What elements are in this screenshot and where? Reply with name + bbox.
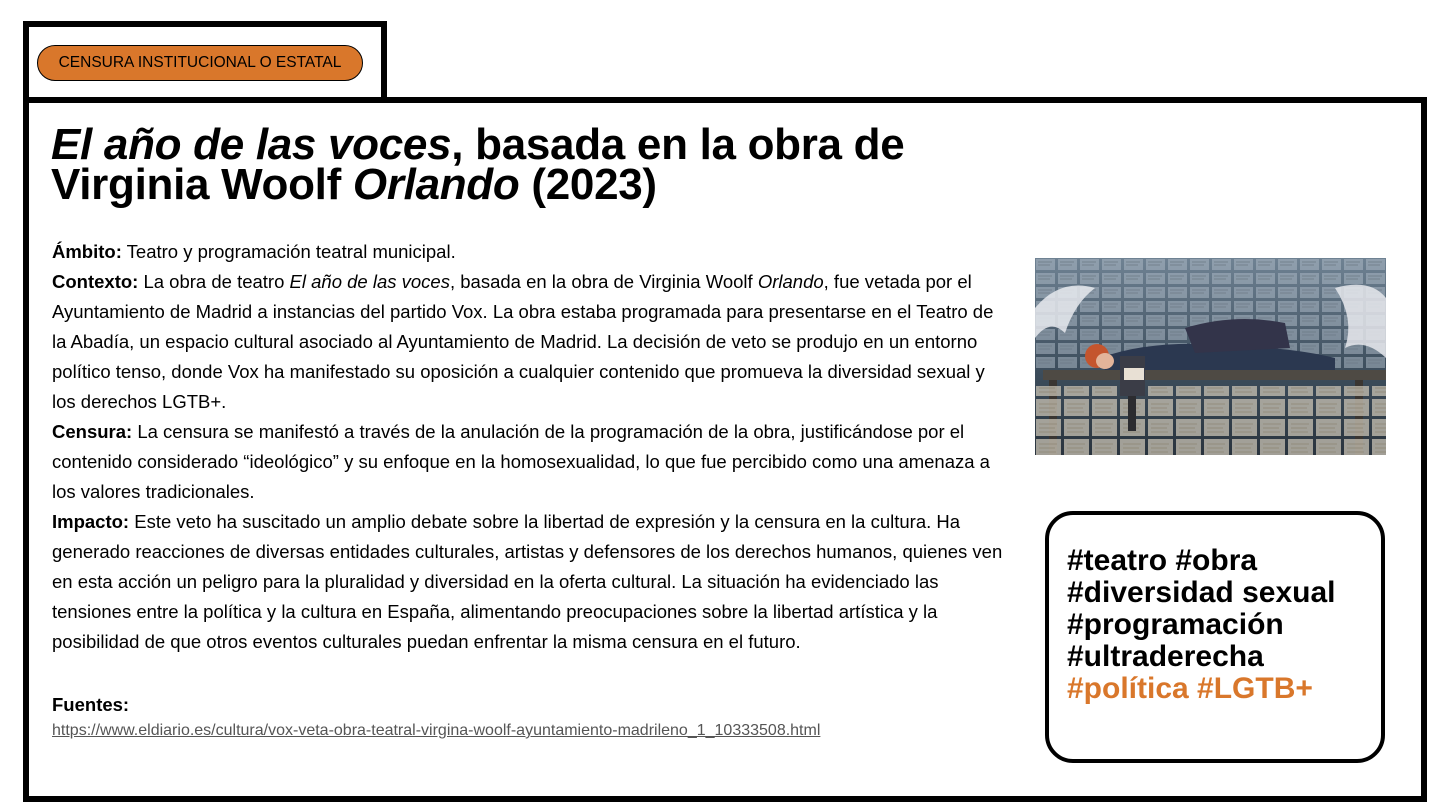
- category-label: CENSURA INSTITUCIONAL O ESTATAL: [58, 54, 342, 71]
- ambito-paragraph: [52, 237, 1012, 267]
- category-badge: [37, 45, 363, 81]
- censura-paragraph: [52, 417, 1012, 507]
- title-year: (2023): [519, 160, 657, 209]
- censura-text: La censura se manifestó a través de la anulación de la programación de la obra, justificándose por el contenido considerado “ideológico” y su enfoque en la homosexualidad, lo que fue percibido como una amenaza a los valores tradicionales.: [52, 421, 990, 502]
- contexto-text-3: , fue vetada por el Ayuntamiento de Madrid a instancias del partido Vox. La obra estaba programada para presentarse en el Teatro de la Abadía, un espacio cultural asociado al Ayuntamiento de Madrid. La decisión de veto se produjo en un entorno político tenso, donde Vox ha manifestado su oposición a cualquier contenido que promueva la diversidad sexual y los derechos LGTB+.: [52, 271, 994, 412]
- tags-box: [1045, 511, 1385, 763]
- impacto-paragraph: [52, 507, 1012, 657]
- theatre-scene-photo: [1035, 258, 1386, 455]
- contexto-work: El año de las voces: [289, 271, 450, 292]
- tag-line: #programación: [1067, 608, 1284, 641]
- contexto-text-2: , basada en la obra de Virginia Woolf: [449, 271, 758, 292]
- title-middle: , basada en la obra de Virginia Woolf: [51, 120, 905, 209]
- contexto-work-2: Orlando: [757, 271, 824, 292]
- tag-line: #ultraderecha: [1067, 640, 1264, 673]
- contexto-paragraph: [52, 267, 1012, 417]
- impacto-label: Impacto:: [52, 511, 130, 532]
- tag-line-accent: #política #LGTB+: [1067, 672, 1313, 705]
- page-title: [51, 120, 1011, 209]
- impacto-text: Este veto ha suscitado un amplio debate sobre la libertad de expresión y la censura en la cultura. Ha generado reacciones de diversas entidades culturales, artistas y defensores de los derechos humanos, quienes ven en esta acción un peligro para la pluralidad y diversidad en la oferta cultural. La situación ha evidenciado las tensiones entre la política y la cultura en España, alimentando preocupaciones sobre la libertad artística y la posibilidad de que otros eventos culturales puedan enfrentar la misma censura en el futuro.: [52, 511, 1003, 652]
- article-body: [52, 237, 1012, 657]
- ambito-text: Teatro y programación teatral municipal.: [121, 241, 456, 262]
- title-work-name-2: Orlando: [352, 160, 520, 209]
- tag-line: #diversidad sexual: [1067, 576, 1336, 609]
- contexto-label: Contexto:: [52, 271, 139, 292]
- contexto-text-1: La obra de teatro: [138, 271, 290, 292]
- sources-label: Fuentes:: [52, 694, 130, 715]
- source-link[interactable]: https://www.eldiario.es/cultura/vox-veta-obra-teatral-virgina-woolf-ayuntamiento-madrileno_1_10333508.html: [52, 722, 821, 739]
- ambito-label: Ámbito:: [52, 241, 122, 262]
- title-work-name: El año de las voces: [51, 120, 452, 169]
- tag-line: #teatro #obra: [1067, 544, 1258, 577]
- censura-label: Censura:: [52, 421, 133, 442]
- sources-section: [52, 692, 1012, 742]
